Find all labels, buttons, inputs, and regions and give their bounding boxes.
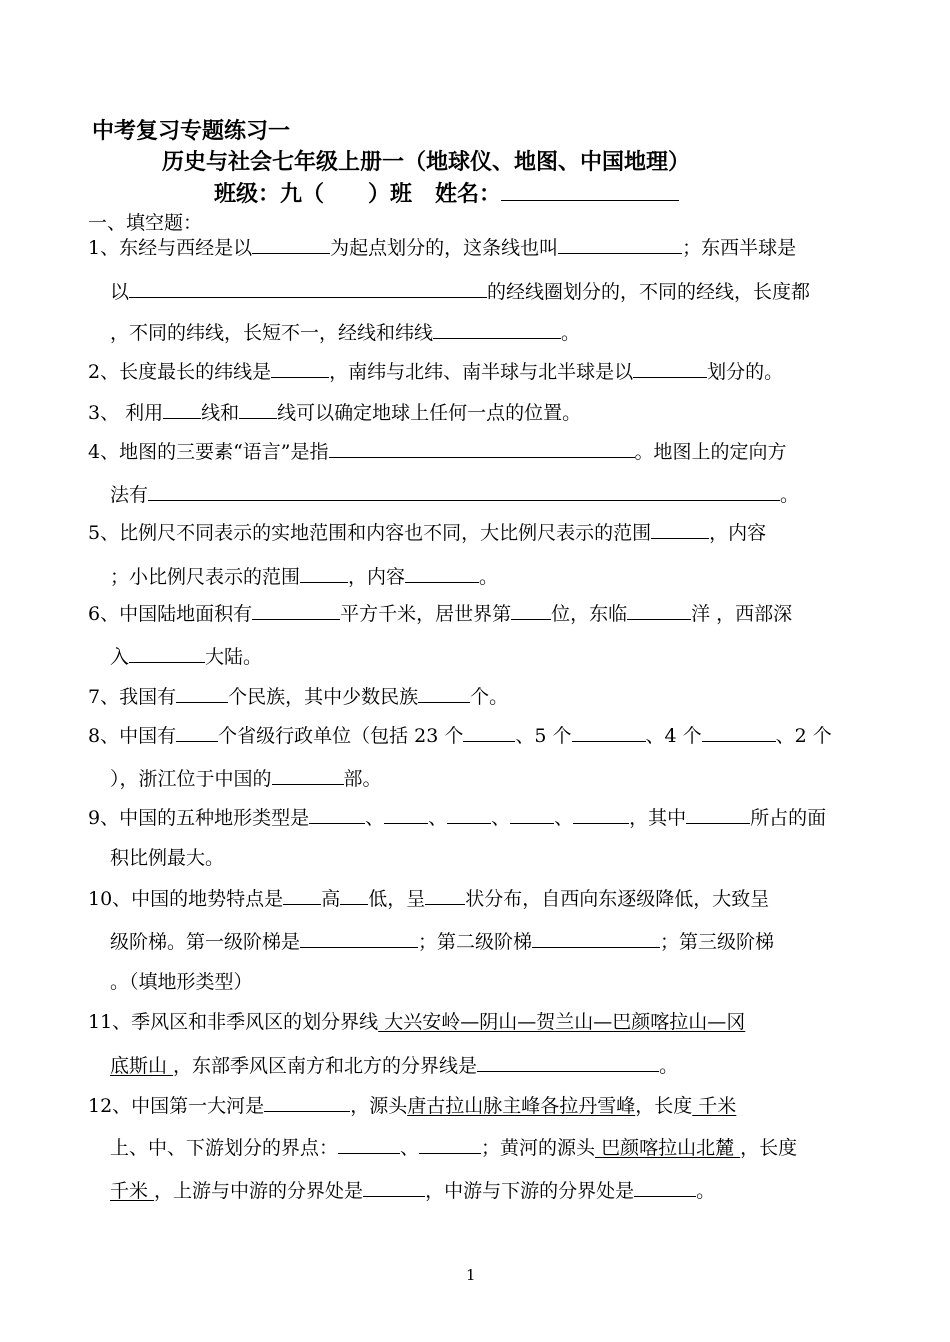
q1-blank-1[interactable] <box>252 233 330 254</box>
section-heading: 一、填空题： <box>88 212 203 234</box>
q8-blank-4[interactable] <box>702 721 776 742</box>
q6-blank-3[interactable] <box>627 599 691 620</box>
q10-blank-1[interactable] <box>283 884 321 905</box>
q10-blank-3[interactable] <box>425 884 465 905</box>
question-11-line-1: 11、季风区和非季风区的划分界线 大兴安岭—阴山—贺兰山—巴颜喀拉山—冈 <box>88 1011 746 1033</box>
q7-blank-2[interactable] <box>418 682 470 703</box>
q7-blank-1[interactable] <box>176 682 228 703</box>
question-10-line-1: 10、中国的地势特点是 高 低，呈 状分布，自西向东逐级降低，大致呈 <box>88 884 769 912</box>
q12-blank-3[interactable] <box>419 1133 481 1154</box>
question-8-line-2: ），浙江位于中国的 部。 <box>110 764 382 792</box>
name-label: 姓名： <box>435 181 502 207</box>
question-4-line-1: 4、地图的三要素“语言”是指 。地图上的定向方 <box>88 437 787 465</box>
q12-answer-length-unit: 千米 <box>692 1095 737 1117</box>
question-12-line-1: 12、中国第一大河是 ，源头唐古拉山脉主峰各拉丹雪峰，长度 千米 <box>88 1091 736 1119</box>
q2-blank-1[interactable] <box>271 357 329 378</box>
q6-blank-1[interactable] <box>252 599 340 620</box>
q1-blank-3[interactable] <box>129 277 487 298</box>
q3-blank-2[interactable] <box>239 398 277 419</box>
question-6-line-2: 入 大陆。 <box>110 642 262 670</box>
q10-blank-2[interactable] <box>340 884 368 905</box>
q10-blank-5[interactable] <box>532 927 660 948</box>
worksheet-subtitle: 历史与社会七年级上册一（地球仪、地图、中国地理） <box>162 149 691 175</box>
q5-blank-3[interactable] <box>405 562 479 583</box>
q5-blank-2[interactable] <box>300 562 348 583</box>
question-11-line-2: 底斯山 ，东部季风区南方和北方的分界线是 。 <box>110 1051 678 1079</box>
q9-blank-2[interactable] <box>384 803 428 824</box>
q6-blank-4[interactable] <box>129 642 205 663</box>
question-9-line-1: 9、中国的五种地形类型是 、 、 、 、 ，其中 所占的面 <box>88 803 826 831</box>
q8-blank-1[interactable] <box>176 721 218 742</box>
q3-blank-1[interactable] <box>163 398 201 419</box>
page-number: 1 <box>466 1266 476 1284</box>
question-7: 7、我国有 个民族，其中少数民族 个。 <box>88 682 508 710</box>
q8-blank-3[interactable] <box>572 721 646 742</box>
question-1-line-3: ，不同的纬线，长短不一，经线和纬线 。 <box>110 318 580 346</box>
question-10-line-3: 。（填地形类型） <box>110 971 253 993</box>
q4-blank-1[interactable] <box>329 437 635 458</box>
q1-blank-2[interactable] <box>558 233 682 254</box>
q1-blank-4[interactable] <box>433 318 561 339</box>
q9-blank-4[interactable] <box>510 803 554 824</box>
q9-blank-1[interactable] <box>309 803 365 824</box>
worksheet-title: 中考复习专题练习一 <box>92 118 291 144</box>
q12-blank-5[interactable] <box>634 1176 696 1197</box>
question-5-line-2: ；小比例尺表示的范围 ，内容 。 <box>110 562 498 590</box>
q8-blank-2[interactable] <box>463 721 515 742</box>
q6-blank-2[interactable] <box>511 599 551 620</box>
question-2: 2、长度最长的纬线是 ，南纬与北纬、南半球与北半球是以 划分的。 <box>88 357 783 385</box>
question-9-line-2: 积比例最大。 <box>110 847 225 869</box>
class-label: 班级：九（ <box>214 181 325 207</box>
q9-blank-6[interactable] <box>686 803 750 824</box>
q11-answer-1a: 大兴安岭—阴山—贺兰山—巴颜喀拉山—冈 <box>378 1011 746 1033</box>
question-4-line-2: 法有 。 <box>110 480 799 508</box>
q12-blank-4[interactable] <box>363 1176 425 1197</box>
q4-blank-2[interactable] <box>148 480 780 501</box>
question-1-line-2: 以 的经线圈划分的，不同的经线，长度都 <box>110 277 810 305</box>
question-8-line-1: 8、中国有 个省级行政单位（包括 23 个 、5 个 、4 个 、2 个 <box>88 721 832 749</box>
q12-blank-1[interactable] <box>264 1091 350 1112</box>
question-1-line-1: 1、东经与西经是以 为起点划分的，这条线也叫 ；东西半球是 <box>88 233 796 261</box>
q12-answer-length-unit-2: 千米 <box>110 1180 155 1202</box>
q5-blank-1[interactable] <box>651 518 709 539</box>
question-12-line-2: 上、中、下游划分的界点： 、 ；黄河的源头 巴颜喀拉山北麓 ，长度 <box>110 1133 797 1161</box>
name-field[interactable] <box>501 180 679 201</box>
q9-blank-5[interactable] <box>573 803 629 824</box>
question-10-line-2: 级阶梯。第一级阶梯是 ；第二级阶梯 ；第三级阶梯 <box>110 927 774 955</box>
q2-blank-2[interactable] <box>633 357 707 378</box>
q8-blank-5[interactable] <box>272 764 344 785</box>
question-12-line-3: 千米 ，上游与中游的分界处是 ，中游与下游的分界处是 。 <box>110 1176 715 1204</box>
q12-answer-yellow-source: 巴颜喀拉山北麓 <box>595 1137 741 1159</box>
q11-blank-1[interactable] <box>477 1051 659 1072</box>
question-6-line-1: 6、中国陆地面积有 平方千米，居世界第 位，东临 洋 ，西部深 <box>88 599 792 627</box>
question-5-line-1: 5、比例尺不同表示的实地范围和内容也不同，大比例尺表示的范围 ，内容 <box>88 518 766 546</box>
class-blank <box>324 181 368 207</box>
q10-blank-4[interactable] <box>300 927 418 948</box>
q12-blank-2[interactable] <box>338 1133 400 1154</box>
q11-answer-1b: 底斯山 <box>110 1055 174 1077</box>
question-3: 3、 利用 线和 线可以确定地球上任何一点的位置。 <box>88 398 581 426</box>
class-suffix: ）班 <box>368 181 413 207</box>
q9-blank-3[interactable] <box>447 803 491 824</box>
class-name-line <box>214 177 679 208</box>
q12-answer-source: 唐古拉山脉主峰各拉丹雪峰 <box>407 1095 636 1117</box>
